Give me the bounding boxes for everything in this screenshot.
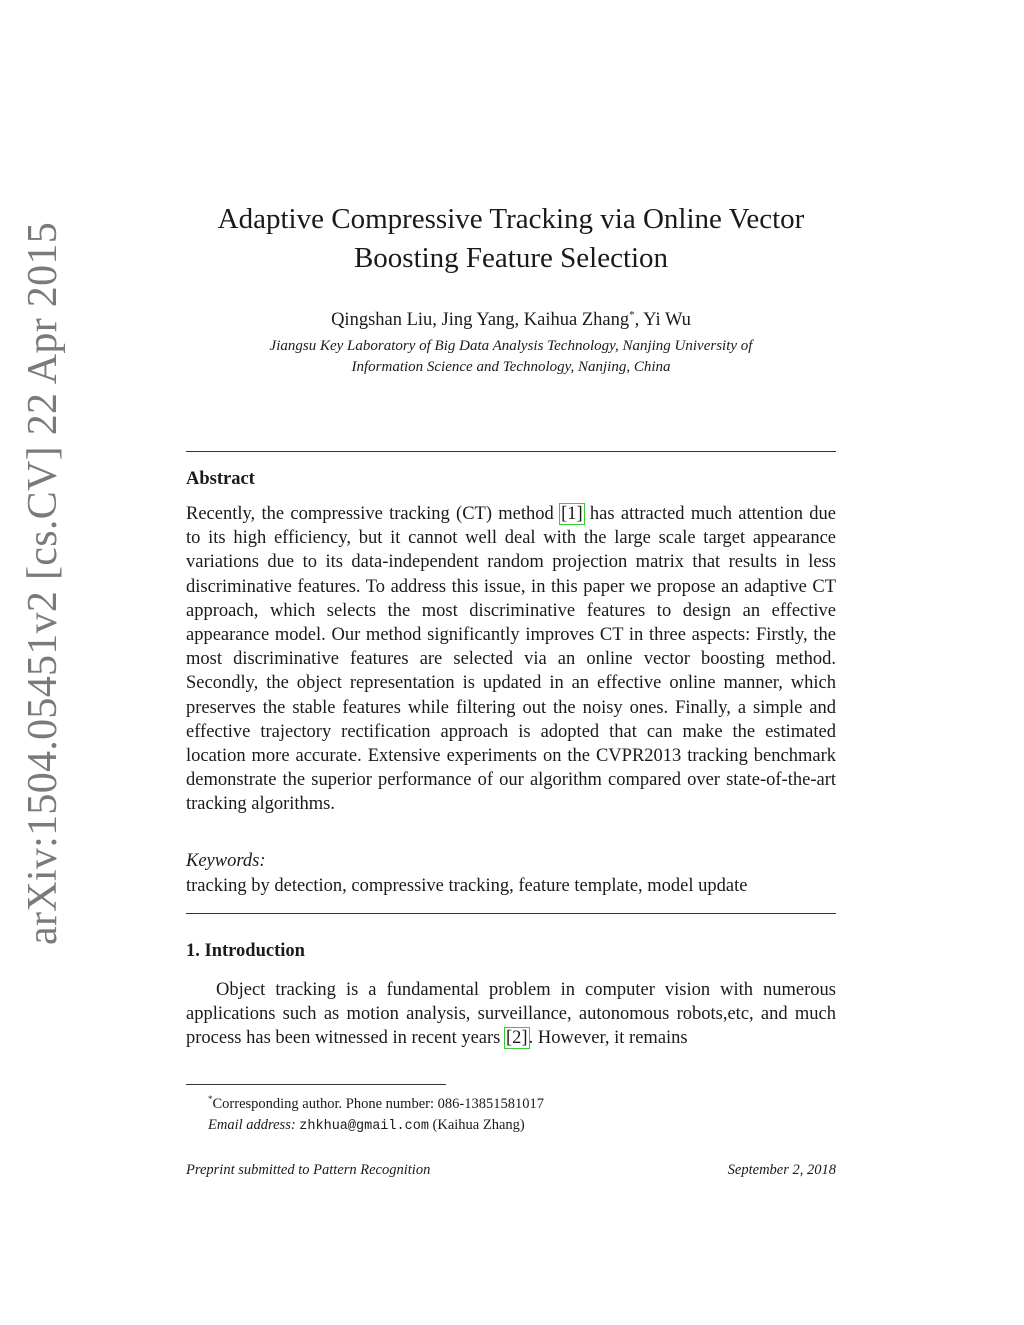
title-line-2: Boosting Feature Selection: [353, 242, 669, 274]
affiliation: [186, 336, 836, 378]
footnote-rule: [186, 1084, 446, 1085]
abstract-bottom-rule: [186, 913, 836, 914]
affiliation-line-2: Information Science and Technology, Nanjing, China: [351, 359, 671, 375]
footnote: [208, 1089, 828, 1137]
email-label: Email address:: [208, 1116, 296, 1133]
abstract-top-rule: [186, 451, 836, 452]
intro-text-start: Object tracking is a fundamental problem in computer vision with numerous applications such as motion analysis, surveillance, autonomous robots,etc, and much process has been witnessed in recent years: [186, 980, 836, 1049]
footnote-star: *: [208, 1094, 213, 1104]
title-line-1: Adaptive Compressive Tracking via Online Vector: [217, 203, 805, 235]
abstract-text-start: Recently, the compressive tracking (CT) method: [186, 504, 561, 524]
citation-link-2[interactable]: [2]: [506, 1028, 528, 1049]
footnote-corresponding: Corresponding author. Phone number: 086-13851581017: [212, 1095, 544, 1112]
citation-link-1[interactable]: [1]: [561, 504, 583, 524]
preprint-date: September 2, 2018: [727, 1162, 836, 1178]
preprint-note: Preprint submitted to Pattern Recognition: [186, 1162, 431, 1178]
introduction-paragraph: [186, 978, 836, 1051]
authors-main: Qingshan Liu, Jing Yang, Kaihua Zhang: [331, 310, 630, 331]
abstract-body: [186, 502, 836, 817]
corresponding-author-mark: *: [629, 309, 635, 321]
paper-title: [186, 200, 836, 278]
footnote-line-2: [208, 1115, 828, 1137]
arxiv-side-stamp: arXiv:1504.05451v2 [cs.CV] 22 Apr 2015: [20, 221, 66, 945]
author-list: [186, 302, 836, 333]
affiliation-line-1: Jiangsu Key Laboratory of Big Data Analysis Technology, Nanjing University of: [269, 338, 753, 354]
email-owner: (Kaihua Zhang): [432, 1116, 525, 1133]
authors-tail: , Yi Wu: [634, 310, 691, 331]
keywords-list: tracking by detection, compressive tracking, feature template, model update: [186, 876, 748, 896]
footnote-line-1: [208, 1089, 828, 1115]
section-heading-introduction: 1. Introduction: [186, 941, 305, 961]
email-address[interactable]: zhkhua@gmail.com: [299, 1118, 429, 1134]
intro-text-end: . However, it remains: [528, 1028, 688, 1049]
abstract-heading: Abstract: [186, 469, 255, 489]
abstract-text-rest: has attracted much attention due to its high efficiency, but it cannot well deal with the large scale target appearance variations due to its data-independent random projection matrix that results in less discriminative features. To address this issue, in this paper we propose an adaptive CT approach, which selects the most discriminative features to design an effective appearance model. Our method significantly improves CT in three aspects: Firstly, the most discriminative features are selected via an online vector boosting method. Secondly, the object representation is updated in an effective online manner, which preserves the stable features while filtering out the noisy ones. Finally, a simple and effective trajectory rectification approach is adopted that can make the estimated location more accurate. Extensive experiments on the CVPR2013 tracking benchmark demonstrate the superior performance of our algorithm compared over state-of-the-art tracking algorithms.: [186, 504, 836, 815]
keywords-heading: Keywords:: [186, 851, 266, 871]
